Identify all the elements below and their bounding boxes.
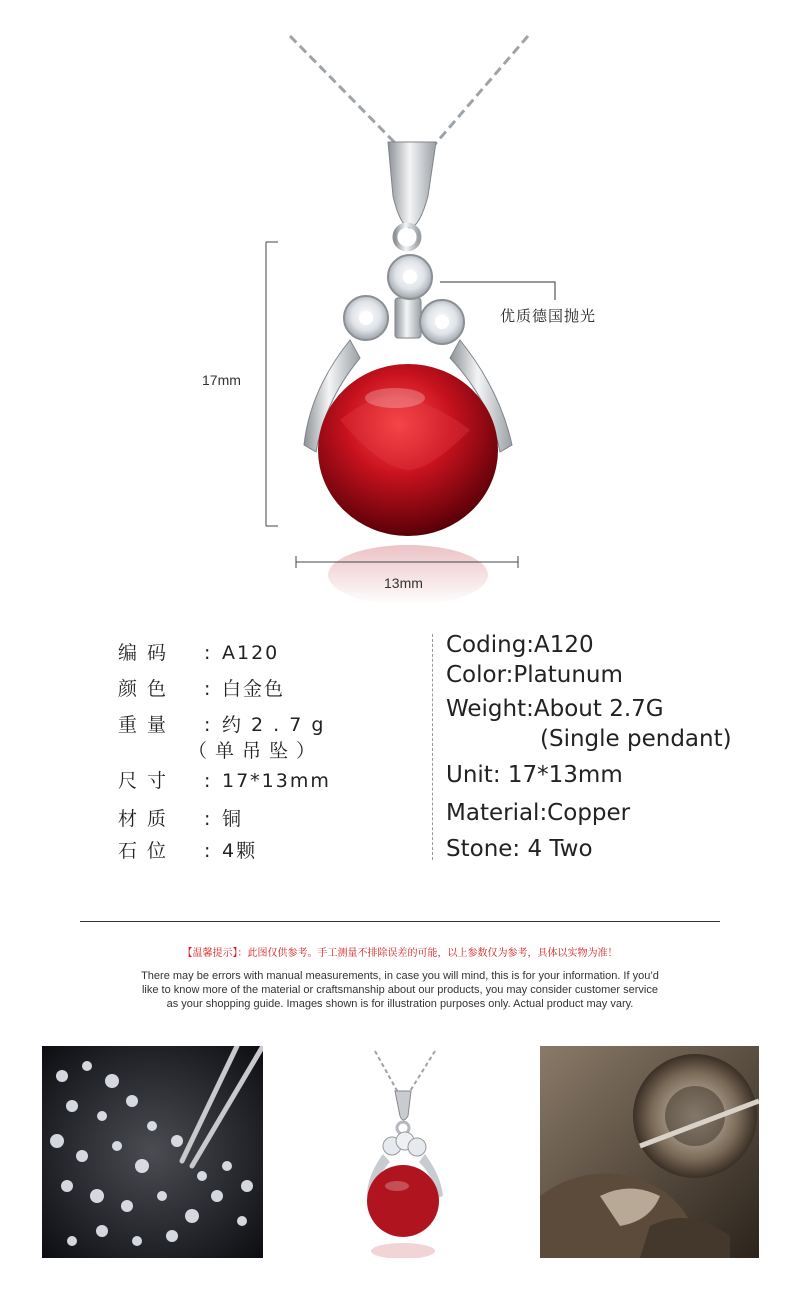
- height-dimension: [266, 242, 278, 526]
- product-hero: [0, 0, 800, 610]
- notice-english: [100, 969, 700, 1011]
- spec-en-unit: Unit: 17*13mm: [446, 762, 623, 788]
- spec-row-stones: 石位 : 4颗: [118, 836, 257, 863]
- spec-en-material: Material:Copper: [446, 800, 631, 826]
- width-label: 13mm: [384, 575, 423, 591]
- spec-label: 石位: [118, 840, 177, 862]
- spec-row-size: 尺寸 : 17*13mm: [118, 766, 331, 793]
- notice-chinese: 【温馨提示】：此图仅供参考。手工测量不排除误差的可能，以上参数仅为参考，具体以实物为准！: [182, 948, 618, 959]
- spec-divider: [432, 634, 433, 860]
- spec-row-weight-note: [188, 736, 323, 763]
- callout-line: [440, 282, 555, 300]
- spec-value: A120: [222, 642, 280, 664]
- spec-en-weight: Weight:About 2.7G: [446, 696, 664, 722]
- spec-label: 编码: [118, 642, 177, 664]
- spec-value: 4颗: [222, 840, 258, 862]
- chain: [290, 36, 528, 150]
- spec-value: 白金色: [222, 678, 286, 700]
- spec-label: 颜色: [118, 678, 177, 700]
- spec-label: 尺寸: [118, 770, 177, 792]
- spec-value: 约 2 . 7 g: [222, 714, 326, 736]
- spec-value: 17*13mm: [222, 770, 331, 792]
- spec-en-weight-note: (Single pendant): [540, 726, 732, 752]
- section-divider: [80, 921, 720, 922]
- spec-value: 铜: [222, 808, 244, 830]
- notice-line: as your shopping guide. Images shown is for illustration purposes only. Actual product may vary.: [166, 998, 634, 1010]
- spec-row-code: 编码 : A120: [118, 638, 279, 665]
- spec-en-coding: Coding:A120: [446, 632, 594, 658]
- spec-row-weight: 重量 : 约 2 . 7 g: [118, 710, 325, 737]
- spec-row-color: 颜色 : 白金色: [118, 674, 285, 701]
- pendant-illustration: [0, 0, 800, 610]
- spec-label: 材质: [118, 808, 177, 830]
- pendant-loop: [395, 225, 419, 249]
- spec-value: （单吊坠）: [188, 740, 324, 762]
- notice-line: like to know more of the material or craftsmanship about our products, you may consider customer service: [141, 984, 658, 996]
- spec-label: 重量: [118, 714, 177, 736]
- notice-line: There may be errors with manual measurements, in case you will mind, this is for your information. If you’d: [141, 970, 659, 982]
- polish-callout: 优质德国抛光: [500, 307, 597, 325]
- craftsmanship-photo: [540, 1046, 759, 1258]
- spec-row-material: 材质 : 铜: [118, 804, 243, 831]
- height-label: 17mm: [202, 372, 241, 388]
- pendant-bail: [388, 142, 436, 228]
- crystals-photo: [42, 1046, 263, 1258]
- spec-en-stone: Stone: 4 Two: [446, 836, 593, 862]
- spec-en-color: Color:Platunum: [446, 662, 623, 688]
- pendant-thumbnail: [345, 1046, 455, 1258]
